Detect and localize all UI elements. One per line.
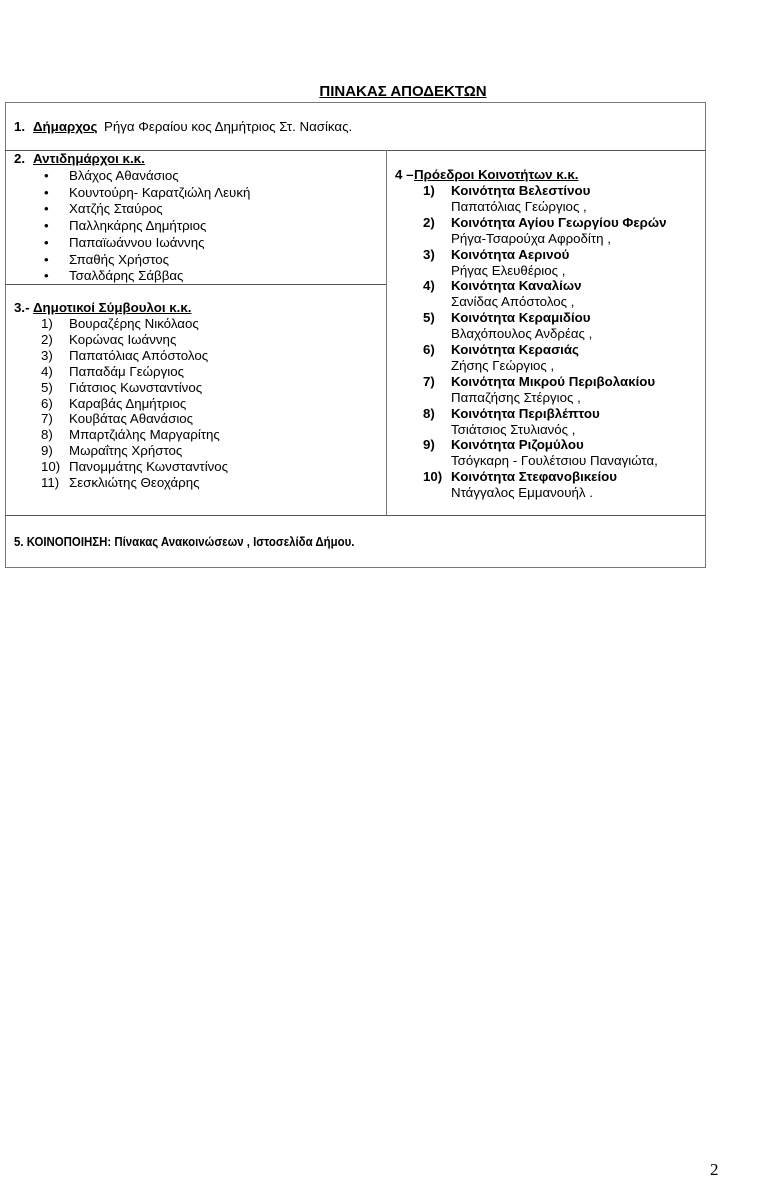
community-president: Παπατόλιας Γεώργιος , — [451, 199, 587, 214]
list-number: 2) — [423, 214, 435, 230]
deputy-mayor-item: Βλάχος Αθανάσιος — [69, 168, 179, 183]
section5-text: 5. ΚΟΙΝΟΠΟΙΗΣΗ: Πίνακας Ανακοινώσεων , Ιστοσελίδα Δήμου. — [14, 534, 355, 549]
section1-label: Δήμαρχος — [33, 119, 98, 134]
community-president: Τσόγκαρη - Γουλέτσιου Παναγιώτα, — [451, 453, 658, 469]
section2-number: 2. — [14, 151, 26, 166]
deputy-mayor-item: Σπαθής Χρήστος — [69, 251, 170, 267]
section3-number: 3.- — [14, 300, 30, 315]
councillor-item: Παπατόλιας Απόστολος — [69, 347, 209, 363]
bullet-icon: • — [44, 201, 49, 217]
councillor-item: Κορώνας Ιωάννης — [69, 331, 177, 347]
page-title: ΠΙΝΑΚΑΣ ΑΠΟΔΕΚΤΩΝ — [319, 83, 487, 100]
list-number: 7) — [423, 373, 435, 389]
councillor-item: Κουβάτας Αθανάσιος — [69, 411, 194, 427]
community-name: Κοινότητα Μικρού Περιβολακίου — [451, 373, 656, 389]
community-president: Ρήγας Ελευθέριος , — [451, 262, 566, 278]
list-number: 1) — [41, 316, 53, 331]
row-divider — [5, 284, 386, 285]
community-name: Κοινότητα Ριζομύλου — [451, 437, 584, 453]
community-president: Ζήσης Γεώργιος , — [451, 358, 555, 373]
community-name: Κοινότητα Καναλίων — [451, 278, 582, 294]
row-divider — [5, 515, 706, 516]
column-divider — [386, 150, 387, 515]
community-name: Κοινότητα Αερινού — [451, 246, 570, 262]
list-number: 4) — [41, 363, 53, 379]
section4-number: 4 – — [395, 167, 414, 182]
bullet-icon: • — [44, 268, 49, 284]
list-number: 3) — [423, 246, 435, 262]
section4-heading: Πρόεδροι Κοινοτήτων κ.κ. — [414, 167, 579, 182]
community-name: Κοινότητα Κερασιάς — [451, 342, 579, 357]
section2-heading: Αντιδημάρχοι κ.κ. — [33, 151, 145, 166]
community-name: Κοινότητα Αγίου Γεωργίου Φερών — [451, 214, 667, 230]
list-number: 1) — [423, 183, 435, 198]
list-number: 11) — [41, 475, 60, 490]
deputy-mayor-item: Χατζής Σταύρος — [69, 201, 163, 217]
community-name: Κοινότητα Περιβλέπτου — [451, 405, 600, 421]
section1-text: Ρήγα Φεραίου κος Δημήτριος Στ. Νασίκας. — [104, 119, 353, 134]
community-president: Βλαχόπουλος Ανδρέας , — [451, 326, 593, 342]
list-number: 3) — [41, 347, 53, 363]
councillor-item: Βουραζέρης Νικόλαος — [69, 316, 199, 331]
community-president: Σανίδας Απόστολος , — [451, 294, 575, 310]
community-name: Κοινότητα Στεφανοβικείου — [451, 469, 618, 485]
list-number: 9) — [423, 437, 435, 453]
list-number: 10) — [41, 459, 61, 475]
list-number: 10) — [423, 469, 443, 485]
list-number: 8) — [423, 405, 435, 421]
deputy-mayor-item: Κουντούρη- Καρατζιώλη Λευκή — [69, 184, 251, 200]
bullet-icon: • — [44, 234, 49, 250]
councillor-item: Καραβάς Δημήτριος — [69, 395, 187, 411]
page-number: 2 — [710, 1160, 719, 1179]
section3-heading: Δημοτικοί Σύμβουλοι κ.κ. — [33, 300, 192, 315]
community-president: Ρήγα-Τσαρούχα Αφροδίτη , — [451, 230, 611, 246]
councillor-item: Γιάτσιος Κωνσταντίνος — [69, 379, 203, 395]
community-president: Παπαζήσης Στέργιος , — [451, 389, 581, 405]
bullet-icon: • — [44, 218, 49, 234]
list-number: 7) — [41, 411, 53, 427]
deputy-mayor-item: Παλληκάρης Δημήτριος — [69, 218, 207, 234]
councillor-item: Σεσκλιώτης Θεοχάρης — [69, 475, 200, 490]
bullet-icon: • — [44, 251, 49, 267]
list-number: 5) — [41, 379, 53, 395]
bullet-icon: • — [44, 168, 49, 183]
councillor-item: Μωραΐτης Χρήστος — [69, 443, 183, 459]
list-number: 6) — [423, 342, 435, 357]
councillor-item: Παπαδάμ Γεώργιος — [69, 363, 185, 379]
community-president: Τσιάτσιος Στυλιανός , — [451, 421, 576, 437]
list-number: 4) — [423, 278, 435, 294]
community-name: Κοινότητα Βελεστίνου — [451, 183, 591, 198]
list-number: 9) — [41, 443, 53, 459]
deputy-mayor-item: Τσαλδάρης Σάββας — [69, 268, 184, 284]
community-president: Ντάγγαλος Εμμανουήλ . — [451, 485, 593, 501]
councillor-item: Μπαρτζιάλης Μαργαρίτης — [69, 427, 220, 443]
councillor-item: Πανομμάτης Κωνσταντίνος — [69, 459, 229, 475]
bullet-icon: • — [44, 184, 49, 200]
community-name: Κοινότητα Κεραμιδίου — [451, 310, 591, 326]
list-number: 5) — [423, 310, 435, 326]
list-number: 2) — [41, 331, 53, 347]
deputy-mayor-item: Παπαϊωάννου Ιωάννης — [69, 234, 205, 250]
list-number: 6) — [41, 395, 53, 411]
list-number: 8) — [41, 427, 53, 443]
section1-number: 1. — [14, 119, 26, 134]
